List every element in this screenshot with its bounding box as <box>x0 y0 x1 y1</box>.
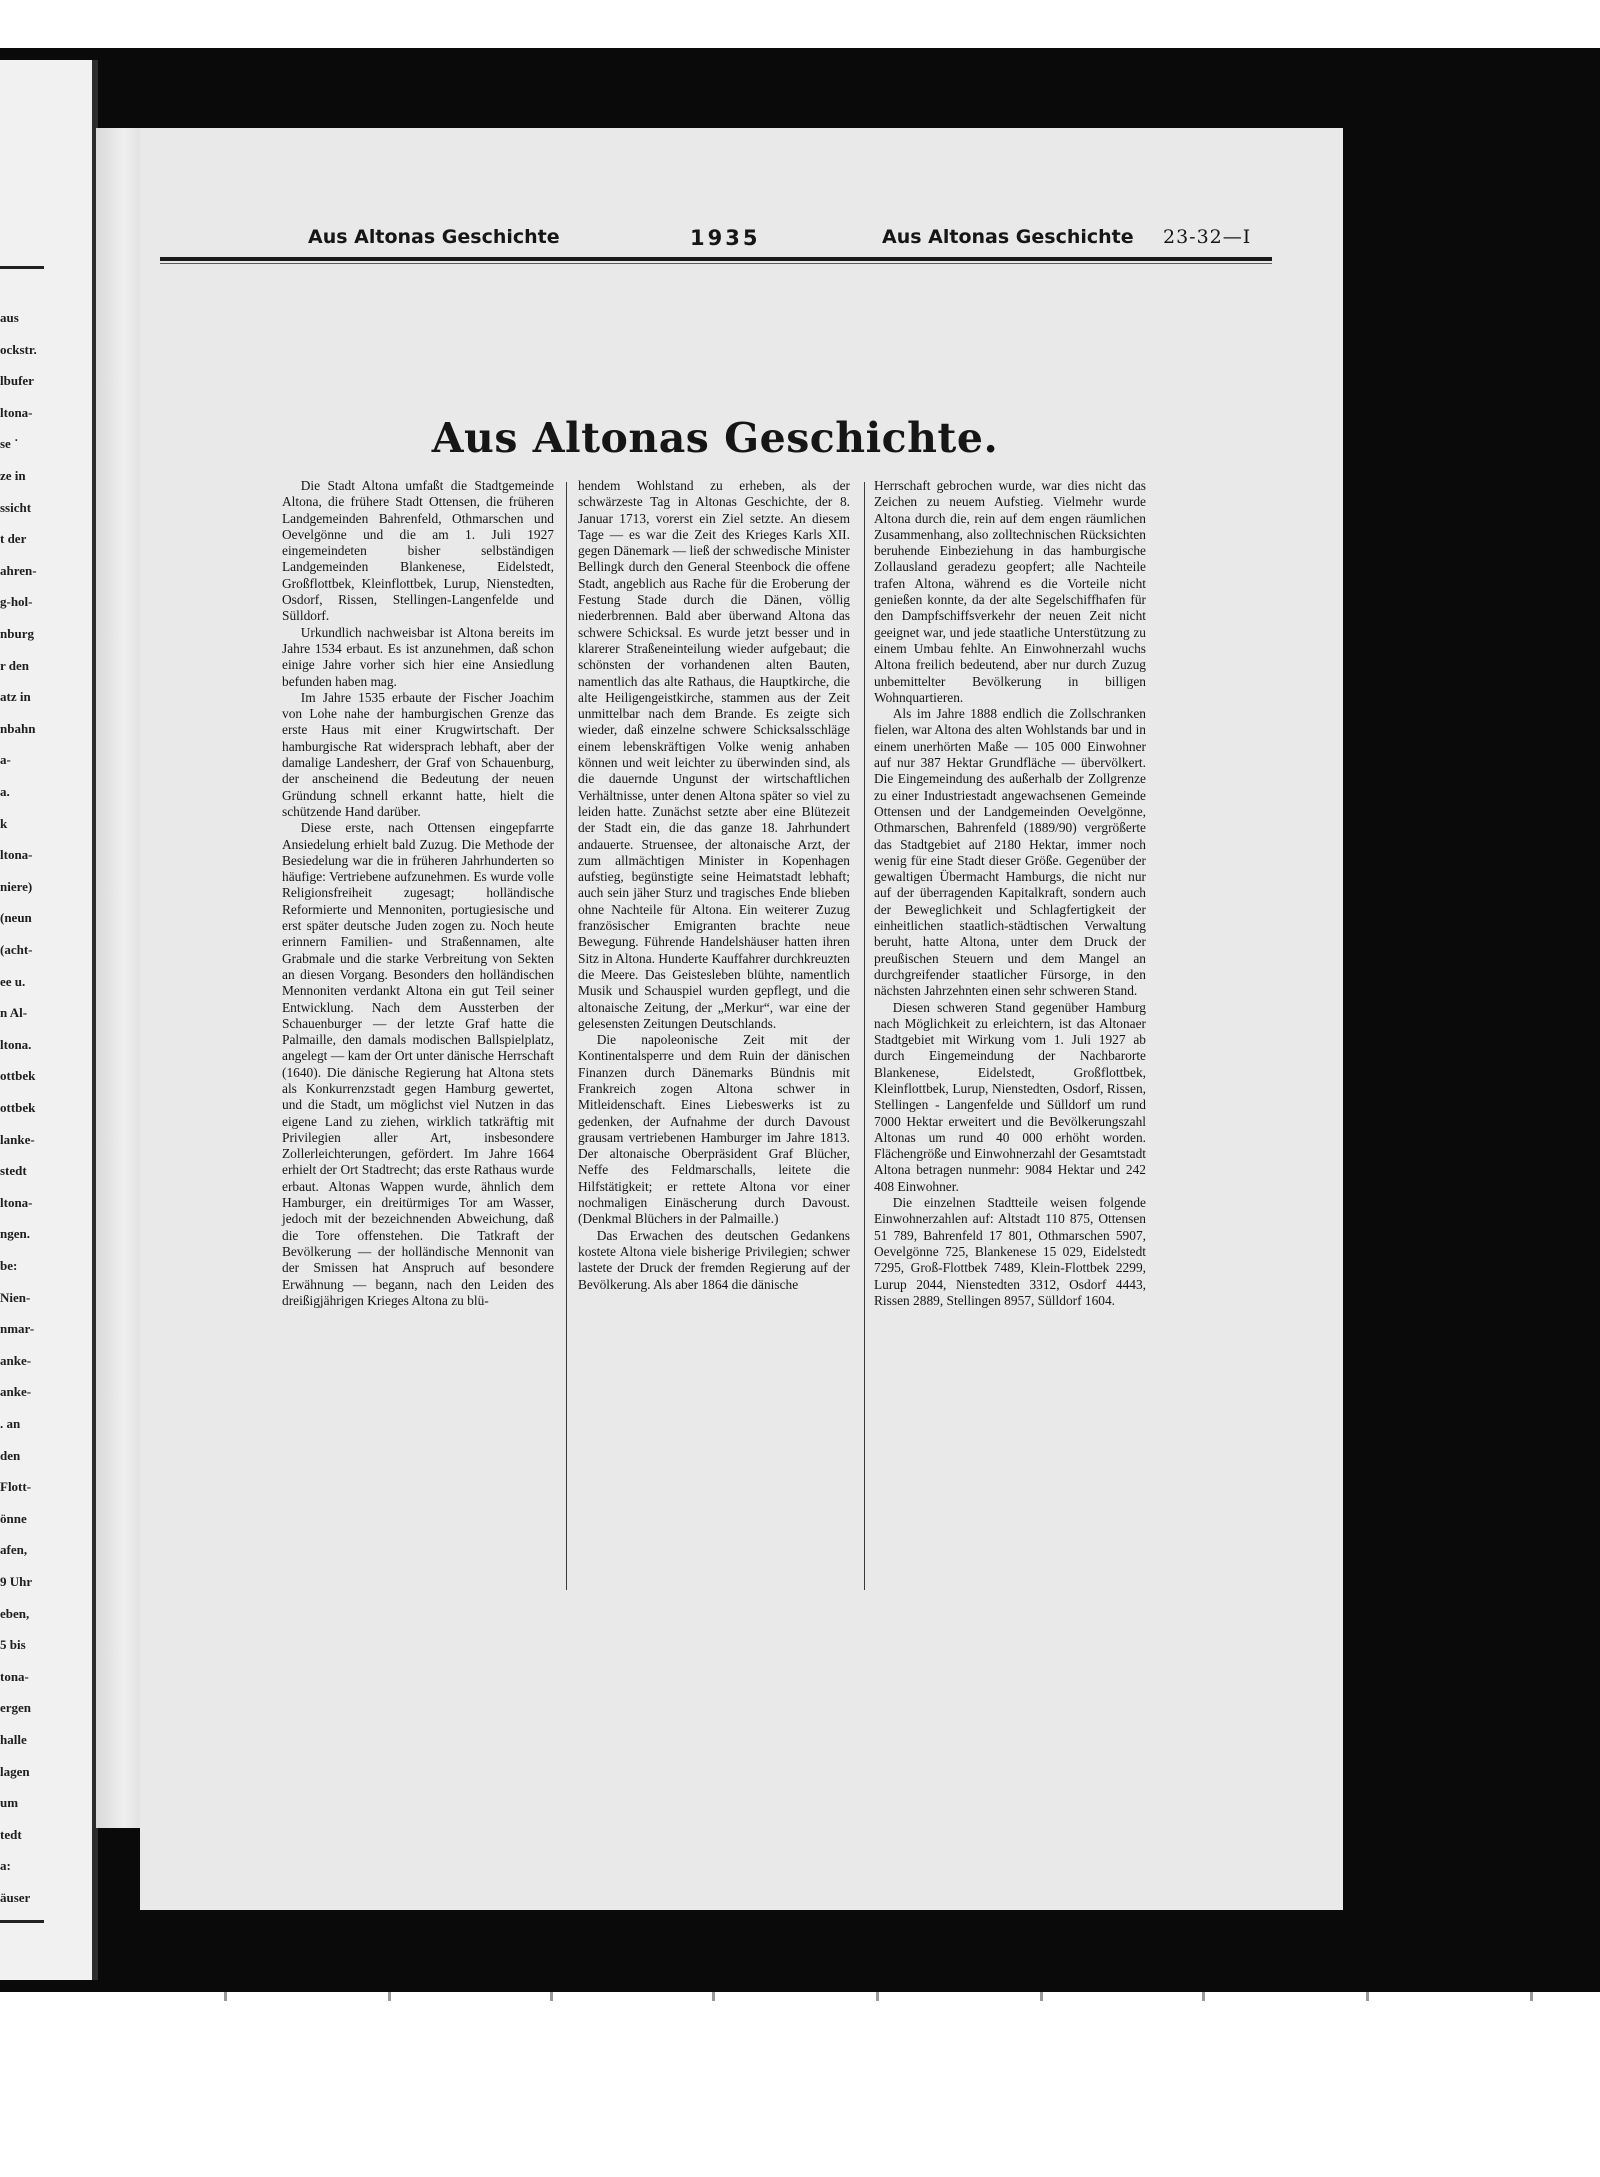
paragraph: Die napoleonische Zeit mit der Kontinentalsperre und dem Ruin der dänischen Finanzen durch Dänemarks Bündnis mit Frankreich zogen Altona schwer in Mitleidenschaft. Eines Liebeswerks ist zu gedenken, der Aufnahme der durch Davoust grausam vertriebenen Hamburger im Jahre 1813. Der altonaische Oberpräsident Graf Blücher, Neffe des Feldmarschalls, leitete die Hilfstätigkeit; er rettete Altona vor einer nochmaligen Einäscherung durch Davoust. (Denkmal Blüchers in der Palmaille.) <box>578 1032 850 1227</box>
facing-page-text: niere) <box>0 878 33 894</box>
facing-page-text: ltona- <box>0 404 33 420</box>
facing-page-text: ee u. <box>0 973 26 989</box>
facing-page-text: n Al- <box>0 1005 28 1021</box>
facing-page-text: nbahn <box>0 720 36 736</box>
facing-page-text: atz in <box>0 689 31 705</box>
facing-page-text: eben, <box>0 1605 30 1621</box>
facing-page-text: ottbek <box>0 1100 36 1115</box>
facing-page-text: ze in <box>0 468 26 483</box>
facing-page-text: ssicht <box>0 499 32 515</box>
page-number: 23-32—I <box>1163 226 1252 248</box>
facing-page-text: nmar- <box>0 1321 35 1337</box>
facing-page-text: . an <box>0 1416 21 1431</box>
article-column-1 <box>282 478 554 1309</box>
facing-page-text: tona- <box>0 1668 29 1684</box>
facing-page-text: ngen. <box>0 1226 30 1242</box>
running-head <box>160 220 1270 254</box>
facing-page-text: ltona- <box>0 1194 33 1210</box>
book-gutter <box>96 128 142 1828</box>
facing-page-text: ahren- <box>0 562 37 578</box>
facing-page-text: stedt <box>0 1163 27 1179</box>
paragraph: Diese erste, nach Ottensen eingepfarrte Ansiedelung erhielt bald Zuzug. Die Methode der Besiedelung war die in früheren Jahrhunderten so häufige: Vertriebene aufzunehmen. Es wurde volle Religionsfreiheit zugesagt; holländische Reformierte und Mennoniten, portugiesische und erst später deutsche Juden zogen zu. Noch heute erinnern Familien- und Straßennamen, alte Grabmale und die starke Verbreitung von Sekten an diesen Vorgang. Besonders den holländischen Mennoniten verdankt Altona ein gut Teil seiner Entwicklung. Nach dem Aussterben der Schauenburger — der letzte Graf hatte die Palmaille, den damals modischen Ballspielplatz, angelegt — kam der Ort unter dänische Herrschaft (1640). Die dänische Regierung hat Altona stets als Konkurrenzstadt gegen Hamburg gewertet, und die Stadt, um möglichst viel Nutzen in das eigene Land zu ziehen, wirklich tatkräftig mit Privilegien aller Art, insbesondere Zollerleichterungen, gefördert. Im Jahre 1664 erhielt der Ort Stadtrecht; das erste Rathaus wurde erbaut. Altonas Wappen wurde, ähnlich dem Hamburger, ein dreitürmiges Tor am Wasser, jedoch mit der bezeichnenden Abweichung, daß die Tore offenstehen. Die Tatkraft der Bevölkerung — der holländische Mennonit van der Smissen hat Anspruch auf besondere Erwähnung — begann, nach den Leiden des dreißigjährigen Krieges Altona zu blü- <box>282 820 554 1308</box>
facing-page-text: ltona. <box>0 1036 32 1052</box>
film-edge <box>0 1992 1600 2002</box>
paragraph: hendem Wohlstand zu erheben, als der schwärzeste Tag in Altonas Geschichte, der 8. Januar 1713, vorerst ein Ziel setzte. An diesem Tage — es war die Zeit des Krieges Karls XII. gegen Dänemark — ließ der schwedische Minister Bellingk durch den General Steenbock die offene Stadt, angeblich aus Rache für die Eroberung der Festung Stade durch die Dänen, völlig niederbrennen. Bald aber überwand Altona das schwere Schicksal. Es wurde jetzt besser und in klarerer Straßeneinteilung wieder aufgebaut; die schönsten der vorhandenen alten Bauten, namentlich das alte Rathaus, die Hauptkirche, die alte Heiligengeistkirche, stammen aus der Zeit unmittelbar nach dem Brande. Es zeigte sich wieder, daß einzelne schwere Schicksalsschläge einem lebenskräftigen Volke wenig anhaben können und weit leichter zu überwinden sind, als die dauernde Ungunst der wirtschaftlichen Verhältnisse, unter denen Altona später so viel zu leiden hatte. Zunächst setzte aber eine Blütezeit der Stadt ein, die das ganze 18. Jahrhundert andauerte. Struensee, der altonaische Arzt, der zum allmächtigen Minister in Kopenhagen aufstieg, begünstigte seine Heimatstadt lebhaft; auch sein jäher Sturz und tragisches Ende blieben ohne Nachteile für Altona. Ein weiterer Zuzug französischer Emigranten brachte neue Bewegung. Führende Handelshäuser hatten ihren Sitz in Altona. Hunderte Kauffahrer durchkreuzten die Meere. Das Geistesleben blühte, namentlich Musik und Schauspiel wurden gepflegt, und die altonaische Zeitung, der „Merkur“, war eine der gelesensten Zeitungen Deutschlands. <box>578 478 850 1031</box>
column-rule <box>566 482 567 1590</box>
facing-page-text: anke- <box>0 1384 32 1400</box>
facing-page-text: lanke- <box>0 1131 35 1147</box>
facing-page-text: (acht- <box>0 942 33 957</box>
facing-page-text: ltona- <box>0 847 33 863</box>
running-head-right: Aus Altonas Geschichte <box>882 226 1134 248</box>
paragraph: Urkundlich nachweisbar ist Altona bereits im Jahre 1534 erbaut. Es ist anzunehmen, daß schon einige Jahre vorher sich hier eine Ansiedlung befunden haben mag. <box>282 624 554 689</box>
paragraph: Die einzelnen Stadtteile weisen folgende Einwohnerzahlen auf: Altstadt 110 875, Ottensen 51 789, Bahrenfeld 17 801, Othmarschen 5907, Oevelgönne 725, Blankenese 15 029, Eidelstedt 7295, Groß-Flottbek 7489, Klein-Flottbek 2299, Lurup 2044, Nienstedten 3312, Osdorf 4443, Rissen 2889, Stellingen 8957, Sülldorf 1604. <box>874 1195 1146 1308</box>
paragraph: Herrschaft gebrochen wurde, war dies nicht das Zeichen zu neuem Aufstieg. Vielmehr wurde Altona durch die, rein auf dem engen räumlichen Zusammenhang, also zolltechnischen Rücksichten beruhende Einbeziehung in das hamburgische Zollausland geradezu geopfert; alle Nachteile trafen Altona, während es die Vorteile nicht genießen konnte, da der alte Segelschiffhafen für den Dampfschiffsverkehr der neuen Zeit nicht geeignet war, und jede staatliche Unterstützung zu einem Umbau fehlte. An Einwohnerzahl wuchs Altona freilich bedeutend, aber nur durch Zuzug unbemittelter Bevölkerung in billigen Wohnquartieren. <box>874 478 1146 705</box>
facing-page-text: halle <box>0 1732 27 1747</box>
facing-page-text: önne <box>0 1510 27 1526</box>
facing-page-text: 5 bis <box>0 1637 26 1653</box>
facing-page-text: den <box>0 1447 21 1463</box>
facing-page-text: t der <box>0 531 27 547</box>
facing-page-text: äuser <box>0 1890 31 1905</box>
article-column-2 <box>578 478 850 1293</box>
facing-page-text: ockstr. <box>0 341 37 357</box>
column-rule <box>864 482 865 1590</box>
facing-page-text: anke- <box>0 1352 32 1368</box>
header-rule <box>160 257 1272 261</box>
facing-page-fragment <box>0 60 98 1980</box>
facing-page-text: g-hol- <box>0 594 33 610</box>
facing-page-text: a: <box>0 1858 11 1874</box>
facing-page-rule <box>0 1920 44 1923</box>
paragraph: Die Stadt Altona umfaßt die Stadtgemeinde Altona, die frühere Stadt Ottensen, die früheren Landgemeinden Bahrenfeld, Othmarschen und Oevelgönne und die am 1. Juli 1927 eingemeindeten bisher selbständigen Landgemeinden Blankenese, Eidelstedt, Großflottbek, Kleinflottbek, Lurup, Nienstedten, Osdorf, Rissen, Stellingen-Langenfelde und Sülldorf. <box>282 478 554 624</box>
facing-page-text: aus <box>0 310 19 325</box>
article-title: Aus Altonas Geschichte. <box>431 414 999 462</box>
running-head-year: 1935 <box>690 226 761 250</box>
facing-page-text: nburg <box>0 626 34 641</box>
article-column-3 <box>874 478 1146 1309</box>
facing-page-rule <box>0 266 44 269</box>
facing-page-text: be: <box>0 1258 18 1273</box>
facing-page-text: ergen <box>0 1700 32 1716</box>
paragraph: Diesen schweren Stand gegenüber Hamburg nach Möglichkeit zu erleichtern, ist das Altonaer Stadtgebiet mit Wirkung vom 1. Juli 1927 ab durch Eingemeindung der Nachbarorte Blankenese, Eidelstedt, Großflottbek, Kleinflottbek, Lurup, Nienstedten, Osdorf, Rissen, Stellingen - Langenfelde und Sülldorf um rund 7000 Hektar erweitert und die Bevölkerungszahl Altonas um rund 40 000 erhöht worden. Flächengröße und Einwohnerzahl der Gesamtstadt Altona betragen nunmehr: 9084 Hektar und 242 408 Einwohner. <box>874 999 1146 1194</box>
facing-page-text: um <box>0 1795 19 1811</box>
paragraph: Das Erwachen des deutschen Gedankens kostete Altona viele bisherige Privilegien; schwer lastete der Druck der fremden Regierung auf der Bevölkerung. Als aber 1864 die dänische <box>578 1227 850 1292</box>
facing-page-text: Nien- <box>0 1289 31 1305</box>
facing-page-text: lagen <box>0 1763 30 1779</box>
facing-page-text: a. <box>0 784 10 799</box>
paragraph: Als im Jahre 1888 endlich die Zollschranken fielen, war Altona des alten Wohlstands bar und in einem unerhörten Maße — 105 000 Einwohner auf nur 387 Hektar Grundfläche — übervölkert. Die Eingemeindung des außerhalb der Zollgrenze zu einer Industriestadt angewachsenen Gemeinde Ottensen und der Landgemeinden Oevelgönne, Othmarschen, Bahrenfeld (1889/90) vergrößerte das Stadtgebiet auf 2180 Hektar, immer noch wenig für eine Stadt dieser Größe. Gegenüber der gewaltigen Übermacht Hamburgs, die nicht nur auf der überragenden Kapitalkraft, sondern auch der Beweglichkeit und Schlagfertigkeit der einheitlichen staatlich-städtischen Verwaltung beruht, hatte Altona, unter dem Druck der preußischen Steuern und dem Mangel an durchgreifender staatlicher Fürsorge, in den nächsten Jahrzehnten einen sehr schweren Stand. <box>874 706 1146 999</box>
paragraph: Im Jahre 1535 erbaute der Fischer Joachim von Lohe nahe der hamburgischen Grenze das erste Haus mit einer Krugwirtschaft. Der hamburgische Rat widersprach lebhaft, aber der damalige Landesherr, der Graf von Schauenburg, der anscheinend die Bedeutung der neuen Gründung schnell erkannt hatte, hielt die schützende Hand darüber. <box>282 689 554 819</box>
facing-page-text: k <box>0 815 8 831</box>
running-head-left: Aus Altonas Geschichte <box>308 226 560 248</box>
facing-page-text: tedt <box>0 1826 22 1842</box>
facing-page-text: se ˙ <box>0 436 19 452</box>
facing-page-text: ottbek <box>0 1068 36 1084</box>
facing-page-text: lbufer <box>0 373 34 389</box>
facing-page-text: afen, <box>0 1542 28 1558</box>
facing-page-text: a- <box>0 752 11 768</box>
facing-page-text: (neun <box>0 910 32 926</box>
facing-page-text: r den <box>0 657 30 673</box>
header-rule-thin <box>160 263 1272 264</box>
facing-page-text: Flott- <box>0 1479 32 1495</box>
facing-page-text: 9 Uhr <box>0 1574 33 1589</box>
